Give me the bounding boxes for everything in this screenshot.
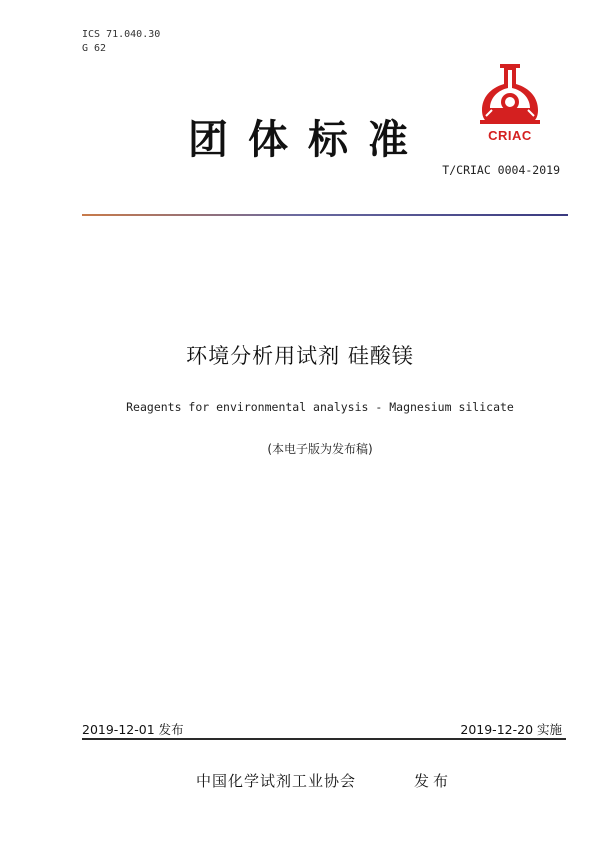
header-divider	[82, 214, 568, 216]
publish-date: 2019-12-01 发布	[82, 722, 184, 737]
ics-code: ICS 71.040.30	[82, 29, 161, 40]
publisher-name: 中国化学试剂工业协会	[196, 772, 357, 790]
logo-text: CRIAC	[488, 128, 532, 143]
version-note: (本电子版为发布稿)	[267, 442, 373, 456]
title-chinese: 环境分析用试剂 硅酸镁	[186, 344, 414, 368]
document-type-title: 团体标准	[188, 117, 428, 163]
footer-divider	[82, 738, 566, 740]
classification-codes	[82, 28, 160, 56]
publish-label: 发布	[414, 772, 453, 790]
title-english: Reagents for environmental analysis - Magnesium silicate	[126, 400, 514, 414]
standard-number: T/CRIAC 0004-2019	[442, 163, 560, 177]
ccs-code: G 62	[82, 43, 107, 54]
implement-date: 2019-12-20 实施	[460, 722, 562, 737]
